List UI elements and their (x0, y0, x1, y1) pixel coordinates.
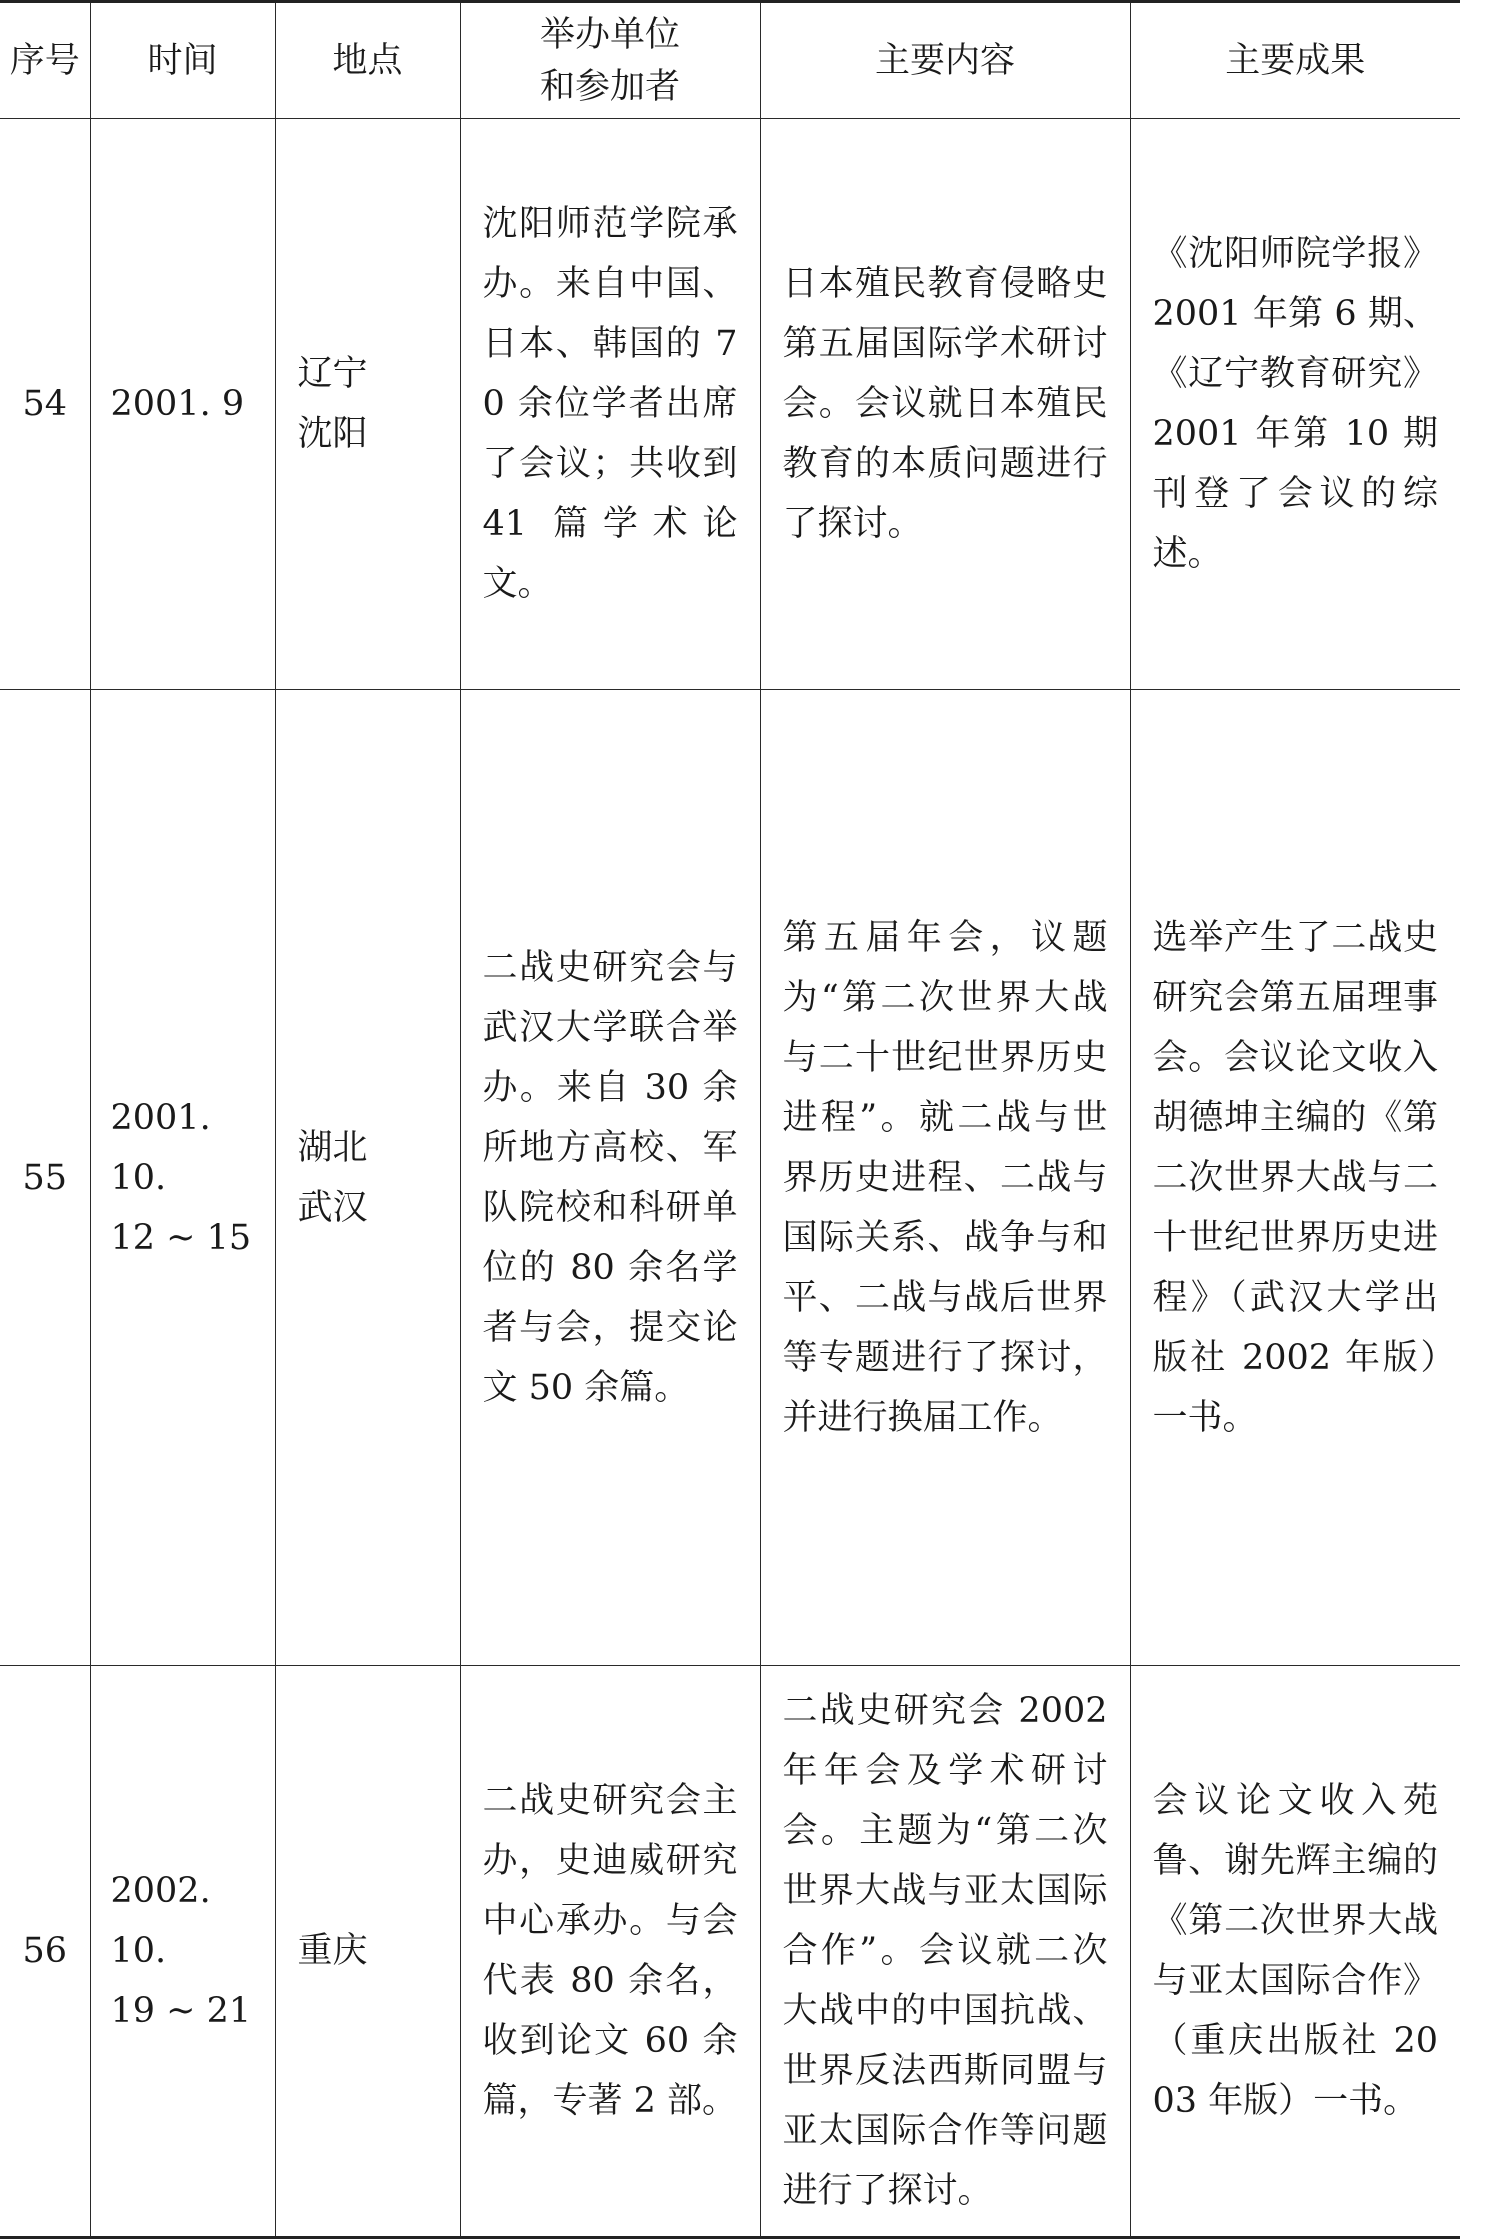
header-organizer-line1: 举办单位 (539, 14, 680, 55)
cell-place (275, 1666, 460, 2238)
cell-content: 第五届年会，议题为“第二次世界大战与二十世纪世界历史进程”。就二战与世界历史进程、二战与国际关系、战争与和平、二战与战后世界等专题进行了探讨，并进行换届工作。 (760, 690, 1130, 1666)
cell-time-line: 2002. 10. (110, 1871, 211, 1971)
cell-organizer: 二战史研究会主办，史迪威研究中心承办。与会代表 80 余名，收到论文 60 余篇，专著 2 部。 (460, 1666, 760, 2238)
cell-place-line: 武汉 (297, 1187, 368, 1228)
table-row (0, 119, 1460, 690)
header-place: 地点 (275, 2, 460, 119)
cell-organizer: 沈阳师范学院承办。来自中国、日本、韩国的 70 余位学者出席了会议；共收到 41 篇学术论文。 (460, 119, 760, 690)
cell-time-line: 2001. 9 (110, 384, 245, 424)
cell-place-line: 沈阳 (297, 414, 368, 454)
table-row (0, 1666, 1460, 2238)
cell-place (275, 119, 460, 690)
cell-time-line: 12 ~ 15 (110, 1217, 252, 1258)
header-organizer-line2: 和参加者 (539, 66, 680, 107)
header-result: 主要成果 (1130, 2, 1460, 119)
header-content: 主要内容 (760, 2, 1130, 119)
cell-time-line: 19 ~ 21 (110, 1991, 252, 2031)
cell-place-line: 湖北 (297, 1127, 368, 1168)
cell-no: 56 (22, 1931, 68, 1971)
cell-time-line: 2001. 10. (110, 1097, 211, 1198)
header-organizer (460, 2, 760, 119)
cell-result: 《沈阳师院学报》2001 年第 6 期、《辽宁教育研究》2001 年第 10 期刊登了会议的综述。 (1130, 119, 1460, 690)
cell-no: 54 (22, 384, 68, 424)
cell-time (90, 119, 275, 690)
cell-content: 日本殖民教育侵略史第五届国际学术研讨会。会议就日本殖民教育的本质问题进行了探讨。 (760, 119, 1130, 690)
cell-time (90, 1666, 275, 2238)
cell-place-line: 辽宁 (297, 354, 368, 394)
cell-place-line: 重庆 (297, 1931, 368, 1971)
table-row (0, 690, 1460, 1666)
cell-content: 二战史研究会 2002 年年会及学术研讨会。主题为“第二次世界大战与亚太国际合作”。会议就二次大战中的中国抗战、世界反法西斯同盟与亚太国际合作等问题进行了探讨。 (760, 1666, 1130, 2238)
cell-place (275, 690, 460, 1666)
table-header-row (0, 2, 1460, 119)
cell-time (90, 690, 275, 1666)
header-no: 序号 (9, 40, 80, 81)
cell-organizer: 二战史研究会与武汉大学联合举办。来自 30 余所地方高校、军队院校和科研单位的 80 余名学者与会，提交论文 50 余篇。 (460, 690, 760, 1666)
header-time: 时间 (90, 2, 275, 119)
cell-result: 选举产生了二战史研究会第五届理事会。会议论文收入胡德坤主编的《第二次世界大战与二十世纪世界历史进程》（武汉大学出版社 2002 年版）一书。 (1130, 690, 1460, 1666)
cell-result: 会议论文收入苑鲁、谢先辉主编的《第二次世界大战与亚太国际合作》（重庆出版社 2003 年版）一书。 (1130, 1666, 1460, 2238)
cell-no: 55 (22, 1157, 68, 1198)
